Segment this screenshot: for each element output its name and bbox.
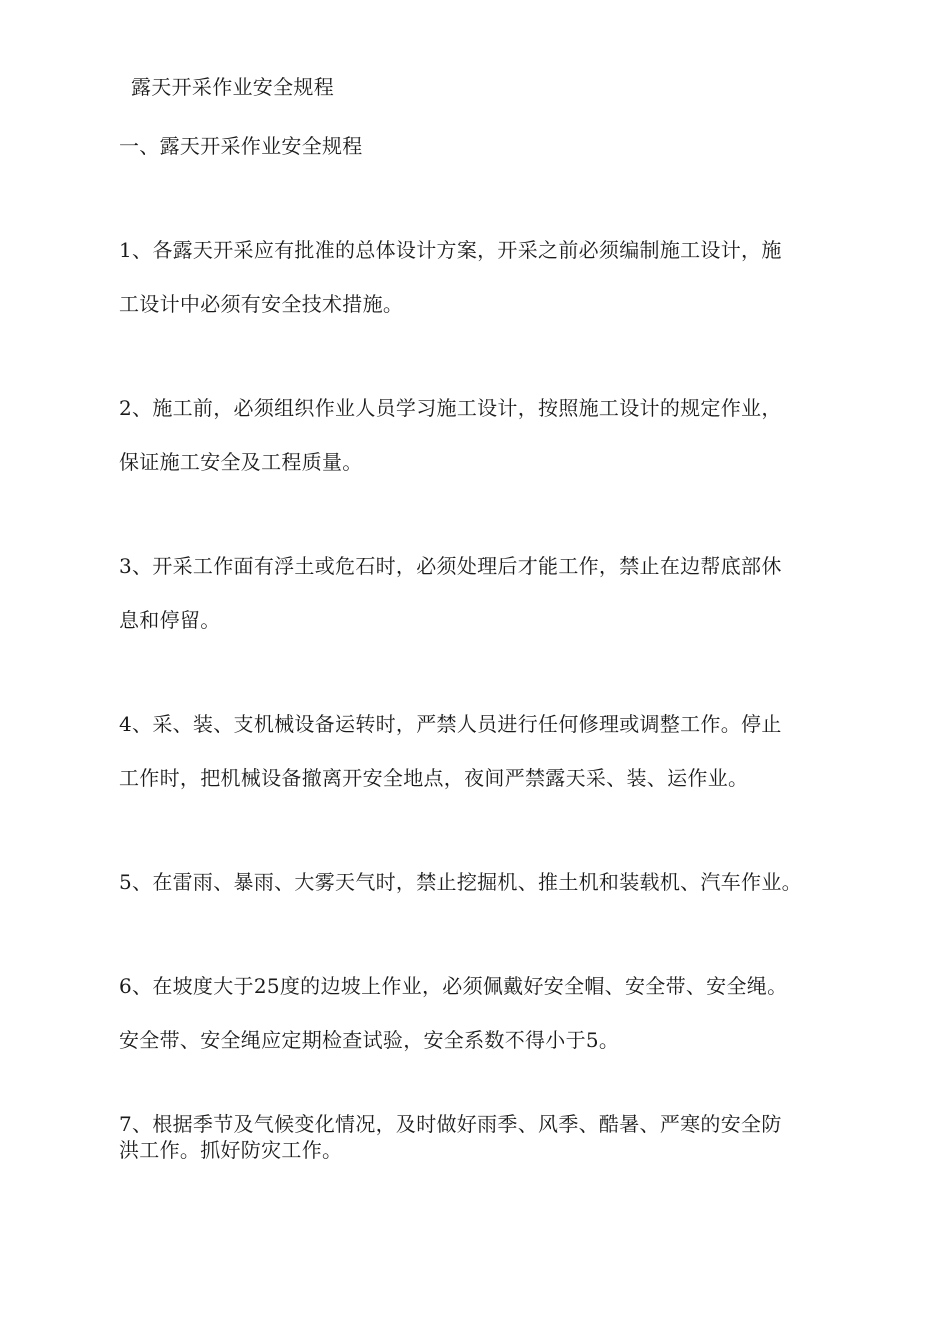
item-3-line-1: 3、开采工作面有浮土或危石时，必须处理后才能工作，禁止在边帮底部休 [119, 554, 782, 578]
section-heading: 一、露天开采作业安全规程 [119, 134, 363, 158]
item-2-line-2: 保证施工安全及工程质量。 [119, 450, 363, 474]
item-7-line-2: 洪工作。抓好防灾工作。 [119, 1138, 343, 1162]
item-5-line-1: 5、在雷雨、暴雨、大雾天气时，禁止挖掘机、推土机和装载机、汽车作业。 [119, 870, 802, 894]
item-4-line-2: 工作时，把机械设备撤离开安全地点，夜间严禁露天采、装、运作业。 [119, 766, 749, 790]
item-2-line-1: 2、施工前，必须组织作业人员学习施工设计，按照施工设计的规定作业， [119, 396, 782, 420]
item-1-line-1: 1、各露天开采应有批准的总体设计方案，开采之前必须编制施工设计，施 [119, 238, 782, 262]
document-title: 露天开采作业安全规程 [131, 75, 334, 99]
item-7-line-1: 7、根据季节及气候变化情况，及时做好雨季、风季、酷暑、严寒的安全防 [119, 1112, 782, 1136]
item-6-line-1: 6、在坡度大于25度的边坡上作业，必须佩戴好安全帽、安全带、安全绳。 [119, 974, 788, 998]
item-3-line-2: 息和停留。 [119, 608, 221, 632]
item-1-line-2: 工设计中必须有安全技术措施。 [119, 292, 404, 316]
item-4-line-1: 4、采、装、支机械设备运转时，严禁人员进行任何修理或调整工作。停止 [119, 712, 782, 736]
item-6-line-2: 安全带、安全绳应定期检查试验，安全系数不得小于5。 [119, 1028, 620, 1052]
